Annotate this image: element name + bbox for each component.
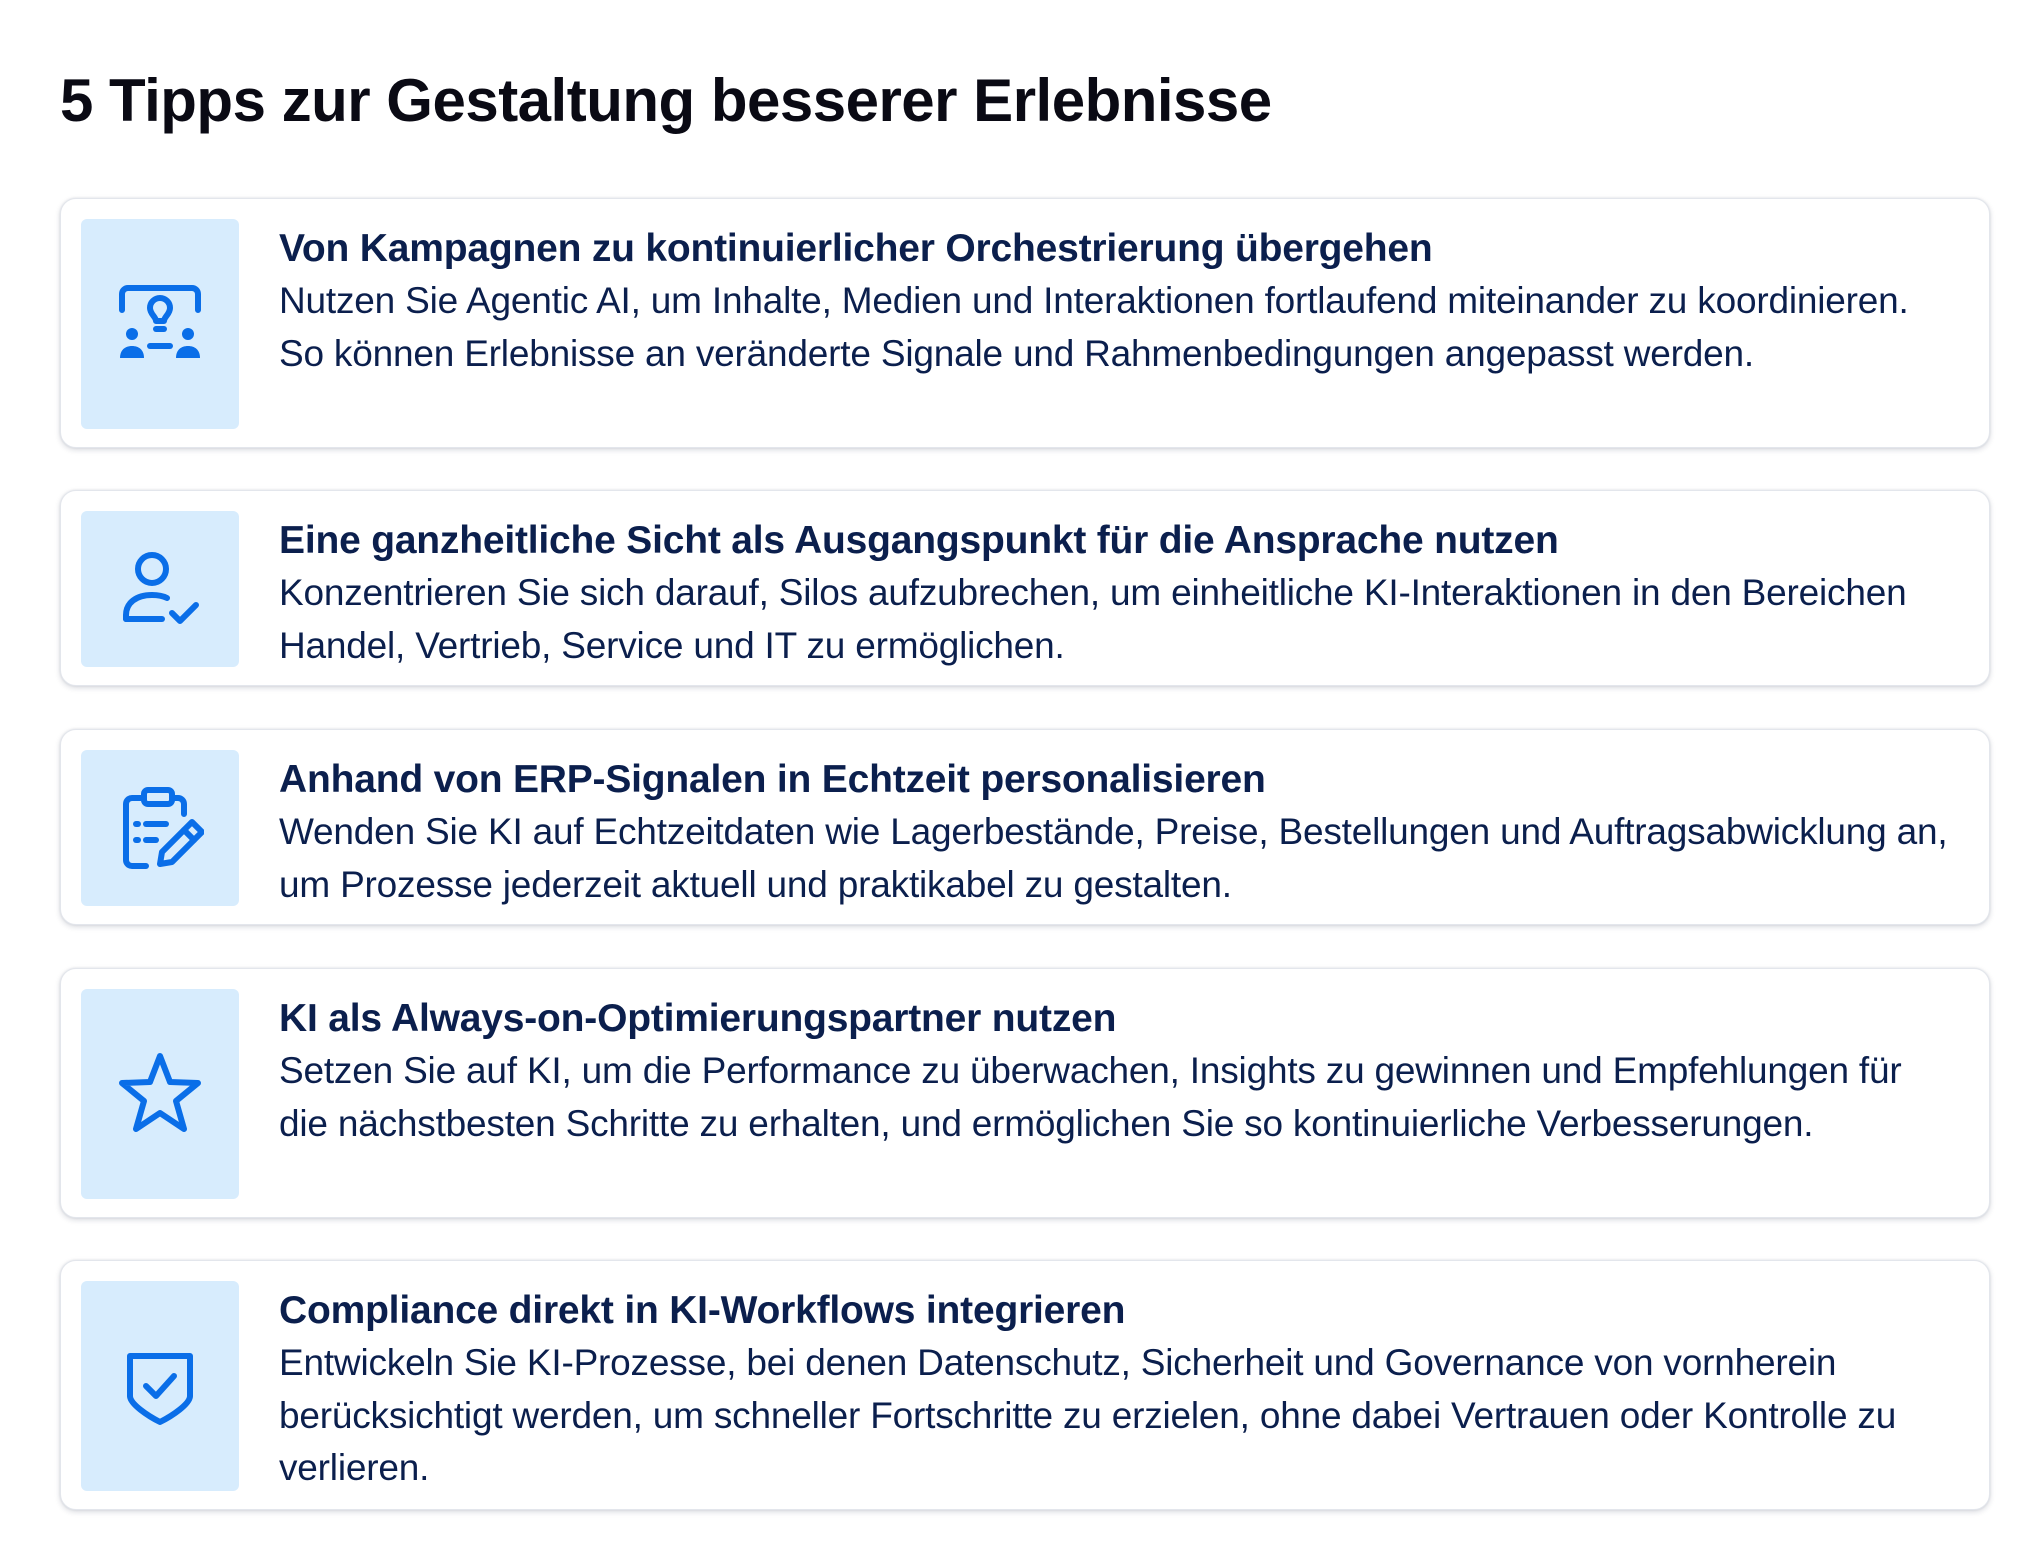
page-title: 5 Tipps zur Gestaltung besserer Erlebnisse [60, 67, 1272, 134]
tip-description: Wenden Sie KI auf Echtzeitdaten wie Lagerbestände, Preise, Bestellungen und Auftragsabwicklung an, um Prozesse jederzeit aktuell und praktikabel zu gestalten. [279, 811, 1948, 905]
tip-card [60, 968, 1990, 1218]
star-icon [116, 1050, 204, 1138]
tip-text [279, 515, 1949, 672]
tip-card [60, 198, 1990, 448]
tip-title: Eine ganzheitliche Sicht als Ausgangspunkt für die Ansprache nutzen [279, 519, 1559, 562]
tip-description: Setzen Sie auf KI, um die Performance zu überwachen, Insights zu gewinnen und Empfehlungen für die nächstbesten Schritte zu erhalten, und ermöglichen Sie so kontinuierliche Verbesserungen. [279, 1050, 1902, 1144]
tip-description: Nutzen Sie Agentic AI, um Inhalte, Medien und Interaktionen fortlaufend miteinander zu koordinieren. So können Erlebnisse an veränderte Signale und Rahmenbedingungen angepasst werden. [279, 280, 1909, 374]
tip-description: Konzentrieren Sie sich darauf, Silos aufzubrechen, um einheitliche KI-Interaktionen in den Bereichen Handel, Vertrieb, Service und IT zu ermöglichen. [279, 572, 1907, 666]
tip-text [279, 993, 1949, 1150]
tip-title: KI als Always-on-Optimierungspartner nutzen [279, 997, 1117, 1040]
tip-description: Entwickeln Sie KI-Prozesse, bei denen Datenschutz, Sicherheit und Governance von vornherein berücksichtigt werden, um schneller Fortschritte zu erzielen, ohne dabei Vertrauen oder Kontrolle zu verlieren. [279, 1342, 1897, 1488]
tip-card [60, 729, 1990, 925]
tip-text [279, 223, 1949, 380]
tip-title: Anhand von ERP-Signalen in Echtzeit personalisieren [279, 758, 1266, 801]
orchestration-people-icon [116, 280, 204, 368]
tip-title: Von Kampagnen zu kontinuierlicher Orchestrierung übergehen [279, 227, 1433, 270]
tip-icon-container [81, 1281, 239, 1491]
tip-icon-container [81, 989, 239, 1199]
tip-text [279, 1285, 1949, 1495]
tip-card [60, 1260, 1990, 1510]
tip-title: Compliance direkt in KI-Workflows integrieren [279, 1289, 1126, 1332]
clipboard-edit-icon [116, 784, 204, 872]
shield-check-icon [116, 1342, 204, 1430]
user-check-icon [116, 545, 204, 633]
tip-icon-container [81, 511, 239, 667]
tip-icon-container [81, 219, 239, 429]
tip-card [60, 490, 1990, 686]
tip-text [279, 754, 1949, 911]
tip-icon-container [81, 750, 239, 906]
